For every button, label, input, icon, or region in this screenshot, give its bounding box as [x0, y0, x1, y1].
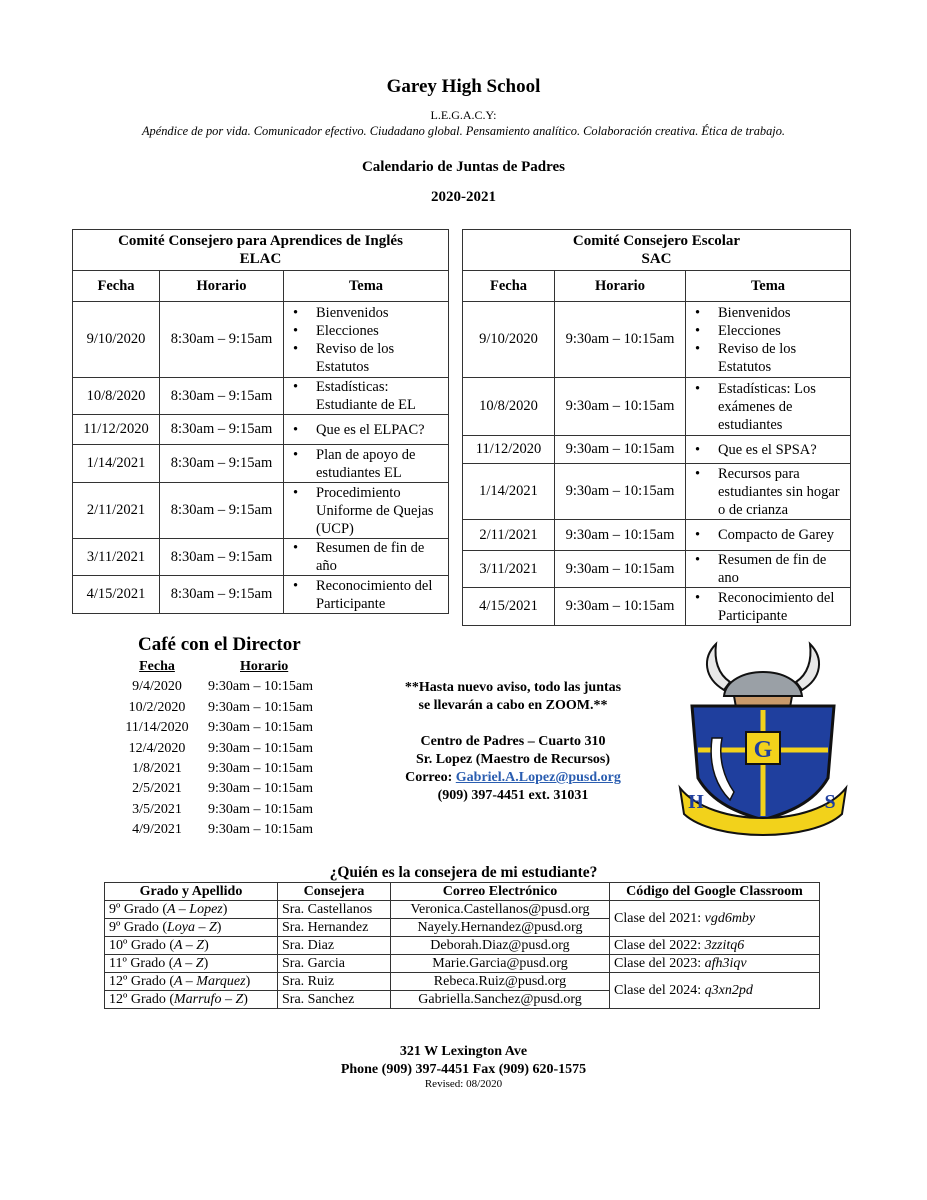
- sac-title: Comité Consejero Escolar: [572, 233, 741, 249]
- counselor-row: [105, 955, 820, 973]
- counselor-name: Sra. Sanchez: [278, 991, 391, 1009]
- cafe-time: 9:30am – 10:15am: [208, 720, 313, 736]
- cafe-date: 9/4/2020: [132, 679, 182, 695]
- meeting-row: [463, 436, 851, 464]
- grade-label: 12º Grado (: [109, 992, 174, 1007]
- meeting-date: 4/15/2021: [463, 588, 555, 626]
- meeting-row: [463, 464, 851, 520]
- meeting-time: 9:30am – 10:15am: [555, 588, 686, 626]
- elac-title: Comité Consejero para Aprendices de Inglés: [118, 233, 403, 249]
- meeting-date: 3/11/2021: [463, 551, 555, 588]
- cafe-time: 9:30am – 10:15am: [208, 822, 313, 838]
- grade-range: A – Z: [174, 938, 205, 953]
- topic-item: • Compacto de Garey: [718, 526, 850, 544]
- grade-label: 10º Grado (: [109, 938, 174, 953]
- grade-label: 12º Grado (: [109, 974, 174, 989]
- meeting-row: [73, 576, 449, 614]
- topic-item: • Bienvenidos: [316, 304, 448, 322]
- grade-range: Loya – Z: [167, 920, 217, 935]
- meeting-time: 8:30am – 9:15am: [160, 415, 284, 445]
- topic-item: • Resumen de fin de ano: [718, 551, 850, 587]
- crest-helmet: [724, 672, 802, 696]
- grade-range: A – Lopez: [167, 902, 223, 917]
- elac-table: [72, 229, 449, 614]
- classroom-label: Clase del 2024:: [614, 983, 705, 998]
- zoom-notice: [380, 679, 646, 715]
- classroom-code-cell: [610, 901, 820, 937]
- cafe-rows: [112, 677, 313, 840]
- meeting-topics: [686, 378, 851, 436]
- column-header-grado: Grado y Apellido: [105, 883, 278, 901]
- meeting-time: 9:30am – 10:15am: [555, 464, 686, 520]
- meeting-topics: [284, 539, 449, 576]
- column-header-correo: Correo Electrónico: [391, 883, 610, 901]
- calendar-year: 2020-2021: [431, 189, 496, 205]
- elac-acronym: ELAC: [239, 251, 282, 267]
- topic-item: • Resumen de fin de año: [316, 539, 448, 575]
- parent-center-contact: Sr. Lopez (Maestro de Recursos): [415, 752, 611, 767]
- meeting-date: 9/10/2020: [463, 302, 555, 378]
- counselor-email: Deborah.Diaz@pusd.org: [391, 937, 610, 955]
- meeting-time: 8:30am – 9:15am: [160, 445, 284, 483]
- sac-acronym: SAC: [641, 251, 672, 267]
- cafe-title: Café con el Director: [138, 634, 301, 655]
- grade-range: Marrufo – Z: [174, 992, 244, 1007]
- counselor-name: Sra. Hernandez: [278, 919, 391, 937]
- elac-rows: [73, 302, 449, 614]
- grade-label: 9º Grado (: [109, 920, 167, 935]
- topic-list: [686, 589, 850, 625]
- counselor-name: Sra. Garcia: [278, 955, 391, 973]
- crest-horn-left: [707, 644, 730, 690]
- meeting-time: 9:30am – 10:15am: [555, 378, 686, 436]
- viking-crest-logo: [672, 638, 854, 843]
- classroom-label: Clase del 2022:: [614, 938, 705, 953]
- classroom-code-cell: [610, 937, 820, 955]
- topic-list: [686, 304, 850, 376]
- parent-center-room: Centro de Padres – Cuarto 310: [420, 734, 606, 749]
- cafe-row: [112, 759, 313, 779]
- sac-header: [463, 230, 851, 271]
- topic-list: [284, 446, 448, 482]
- counselor-name: Sra. Ruiz: [278, 973, 391, 991]
- topic-list: [284, 577, 448, 613]
- crest-letter-s: S: [824, 791, 836, 813]
- cafe-row: [112, 718, 313, 738]
- topic-item: • Recursos para estudiantes sin hogar o de crianza: [718, 465, 850, 519]
- cafe-date: 10/2/2020: [128, 699, 186, 715]
- topic-list: [284, 484, 448, 538]
- elac-header: [73, 230, 449, 271]
- grade-close: ): [245, 974, 251, 989]
- cafe-row: [112, 820, 313, 840]
- cafe-row: [112, 698, 313, 718]
- meeting-date: 4/15/2021: [73, 576, 160, 614]
- cafe-time: 9:30am – 10:15am: [208, 761, 313, 777]
- classroom-label: Clase del 2021:: [614, 911, 705, 926]
- meeting-topics: [686, 551, 851, 588]
- topic-item: • Reviso de los Estatutos: [718, 340, 850, 376]
- counselor-name: Sra. Castellanos: [278, 901, 391, 919]
- cafe-col-fecha: Fecha: [139, 659, 175, 674]
- meeting-topics: [284, 483, 449, 539]
- counselor-email: Nayely.Hernandez@pusd.org: [391, 919, 610, 937]
- grade-range: A – Z: [173, 956, 204, 971]
- cafe-time: 9:30am – 10:15am: [208, 699, 313, 715]
- meeting-topics: [686, 588, 851, 626]
- counselor-email: Rebeca.Ruiz@pusd.org: [391, 973, 610, 991]
- topic-list: [284, 539, 448, 575]
- counselor-rows: [105, 901, 820, 1009]
- phone-fax: Phone (909) 397-4451 Fax (909) 620-1575: [340, 1062, 587, 1077]
- meeting-topics: [686, 436, 851, 464]
- topic-item: • Reviso de los Estatutos: [316, 340, 448, 376]
- counselor-row: [105, 973, 820, 991]
- parent-center-phone: (909) 397-4451 ext. 31031: [437, 788, 589, 803]
- meeting-topics: [686, 302, 851, 378]
- cafe-date: 2/5/2021: [132, 781, 182, 797]
- topic-list: [686, 526, 850, 544]
- parent-center-email-line: [380, 769, 646, 787]
- counselor-email: Veronica.Castellanos@pusd.org: [391, 901, 610, 919]
- topic-list: [284, 378, 448, 414]
- meeting-topics: [686, 520, 851, 551]
- topic-item: • Elecciones: [316, 322, 448, 340]
- meeting-date: 2/11/2021: [73, 483, 160, 539]
- column-header-fecha: Fecha: [73, 271, 160, 302]
- topic-list: [284, 304, 448, 376]
- topic-list: [686, 380, 850, 434]
- topic-item: • Elecciones: [718, 322, 850, 340]
- topic-item: • Bienvenidos: [718, 304, 850, 322]
- topic-item: • Estadísticas: Los exámenes de estudiantes: [718, 380, 850, 434]
- classroom-code-cell: [610, 973, 820, 1009]
- cafe-time: 9:30am – 10:15am: [208, 740, 313, 756]
- counselor-row: [105, 901, 820, 919]
- counselors-table: [104, 882, 820, 1009]
- revised-date: Revised: 08/2020: [424, 1078, 503, 1090]
- meeting-row: [73, 378, 449, 415]
- column-header-tema: Tema: [686, 271, 851, 302]
- column-header-consejera: Consejera: [278, 883, 391, 901]
- classroom-code: vgd6mby: [704, 911, 756, 926]
- grade-close: ): [243, 992, 248, 1007]
- column-header-horario: Horario: [160, 271, 284, 302]
- meeting-time: 9:30am – 10:15am: [555, 520, 686, 551]
- meeting-row: [463, 588, 851, 626]
- counselor-grade: [105, 901, 278, 919]
- counselor-name: Sra. Diaz: [278, 937, 391, 955]
- meeting-row: [73, 415, 449, 445]
- grade-close: ): [204, 938, 209, 953]
- counselor-grade: [105, 919, 278, 937]
- cafe-date: 4/9/2021: [132, 822, 182, 838]
- counselors-title: ¿Quién es la consejera de mi estudiante?: [329, 864, 598, 881]
- column-header-classroom: Código del Google Classroom: [610, 883, 820, 901]
- meeting-topics: [686, 464, 851, 520]
- meeting-time: 8:30am – 9:15am: [160, 539, 284, 576]
- counselor-email: Gabriella.Sanchez@pusd.org: [391, 991, 610, 1009]
- classroom-code: 3zzitq6: [704, 938, 745, 953]
- topic-item: • Que es el SPSA?: [718, 441, 850, 459]
- cafe-row: [112, 677, 313, 697]
- notice-line-1: **Hasta nuevo aviso, todo las juntas: [404, 680, 622, 695]
- legacy-acronym: L.E.G.A.C.Y:: [430, 108, 497, 122]
- meeting-row: [463, 378, 851, 436]
- topic-item: • Plan de apoyo de estudiantes EL: [316, 446, 448, 482]
- meeting-time: 8:30am – 9:15am: [160, 483, 284, 539]
- school-name: Garey High School: [386, 76, 541, 97]
- topic-item: • Procedimiento Uniforme de Quejas (UCP): [316, 484, 448, 538]
- school-address: [0, 1043, 927, 1079]
- parent-center-email-link[interactable]: Gabriel.A.Lopez@pusd.org: [455, 770, 621, 785]
- topic-list: [686, 551, 850, 587]
- cafe-row: [112, 739, 313, 759]
- meeting-date: 9/10/2020: [73, 302, 160, 378]
- cafe-date: 12/4/2020: [128, 740, 186, 756]
- classroom-code: afh3iqv: [704, 956, 747, 971]
- meeting-topics: [284, 445, 449, 483]
- topic-list: [284, 421, 448, 439]
- meeting-row: [463, 520, 851, 551]
- meeting-time: 8:30am – 9:15am: [160, 378, 284, 415]
- topic-item: • Reconocimiento del Participante: [718, 589, 850, 625]
- topic-list: [686, 465, 850, 519]
- meeting-date: 2/11/2021: [463, 520, 555, 551]
- counselor-grade: [105, 955, 278, 973]
- grade-label: 11º Grado (: [109, 956, 174, 971]
- crest-horn-right: [796, 644, 819, 690]
- cafe-row: [112, 800, 313, 820]
- counselor-grade: [105, 973, 278, 991]
- street-address: 321 W Lexington Ave: [399, 1044, 528, 1059]
- counselor-email: Marie.Garcia@pusd.org: [391, 955, 610, 973]
- classroom-code: q3xn2pd: [704, 983, 753, 998]
- topic-item: • Reconocimiento del Participante: [316, 577, 448, 613]
- meeting-date: 10/8/2020: [463, 378, 555, 436]
- cafe-time: 9:30am – 10:15am: [208, 679, 313, 695]
- counselor-row: [105, 937, 820, 955]
- classroom-code-cell: [610, 955, 820, 973]
- meeting-row: [73, 445, 449, 483]
- grade-range: A – Marquez: [174, 974, 246, 989]
- sac-table: [462, 229, 851, 626]
- meeting-topics: [284, 415, 449, 445]
- meeting-row: [73, 483, 449, 539]
- notice-line-2: se llevarán a cabo en ZOOM.**: [418, 698, 608, 713]
- meeting-row: [73, 539, 449, 576]
- meeting-time: 9:30am – 10:15am: [555, 436, 686, 464]
- calendar-title: Calendario de Juntas de Padres: [361, 159, 566, 175]
- cafe-time: 9:30am – 10:15am: [208, 781, 313, 797]
- grade-close: ): [222, 902, 228, 917]
- parent-center-info: [380, 733, 646, 805]
- meeting-date: 11/12/2020: [73, 415, 160, 445]
- meeting-time: 8:30am – 9:15am: [160, 302, 284, 378]
- classroom-label: Clase del 2023:: [614, 956, 705, 971]
- grade-close: ): [203, 956, 209, 971]
- column-header-fecha: Fecha: [463, 271, 555, 302]
- cafe-date: 3/5/2021: [132, 801, 182, 817]
- meeting-row: [73, 302, 449, 378]
- meeting-topics: [284, 302, 449, 378]
- meeting-time: 9:30am – 10:15am: [555, 302, 686, 378]
- grade-label: 9º Grado (: [109, 902, 167, 917]
- meeting-topics: [284, 378, 449, 415]
- column-header-tema: Tema: [284, 271, 449, 302]
- crest-letter-h: H: [688, 791, 704, 813]
- meeting-date: 1/14/2021: [463, 464, 555, 520]
- crest-letter-g: G: [753, 737, 773, 763]
- sac-rows: [463, 302, 851, 626]
- cafe-date: 1/8/2021: [132, 761, 182, 777]
- topic-item: • Que es el ELPAC?: [316, 421, 448, 439]
- grade-close: ): [216, 920, 222, 935]
- motto: Apéndice de por vida. Comunicador efectivo. Ciudadano global. Pensamiento analítico. Colaboración creativa. Ética de trabajo.: [141, 124, 786, 138]
- cafe-schedule: [112, 657, 313, 841]
- cafe-time: 9:30am – 10:15am: [208, 801, 313, 817]
- meeting-topics: [284, 576, 449, 614]
- column-header-horario: Horario: [555, 271, 686, 302]
- meeting-date: 10/8/2020: [73, 378, 160, 415]
- meeting-date: 11/12/2020: [463, 436, 555, 464]
- email-label: Correo:: [405, 770, 453, 785]
- cafe-date: 11/14/2020: [125, 720, 189, 736]
- meeting-date: 3/11/2021: [73, 539, 160, 576]
- meeting-date: 1/14/2021: [73, 445, 160, 483]
- meeting-time: 8:30am – 9:15am: [160, 576, 284, 614]
- meeting-row: [463, 551, 851, 588]
- counselor-grade: [105, 991, 278, 1009]
- cafe-row: [112, 779, 313, 799]
- counselor-grade: [105, 937, 278, 955]
- meeting-row: [463, 302, 851, 378]
- topic-list: [686, 441, 850, 459]
- topic-item: • Estadísticas: Estudiante de EL: [316, 378, 448, 414]
- cafe-col-horario: Horario: [240, 659, 289, 674]
- meeting-time: 9:30am – 10:15am: [555, 551, 686, 588]
